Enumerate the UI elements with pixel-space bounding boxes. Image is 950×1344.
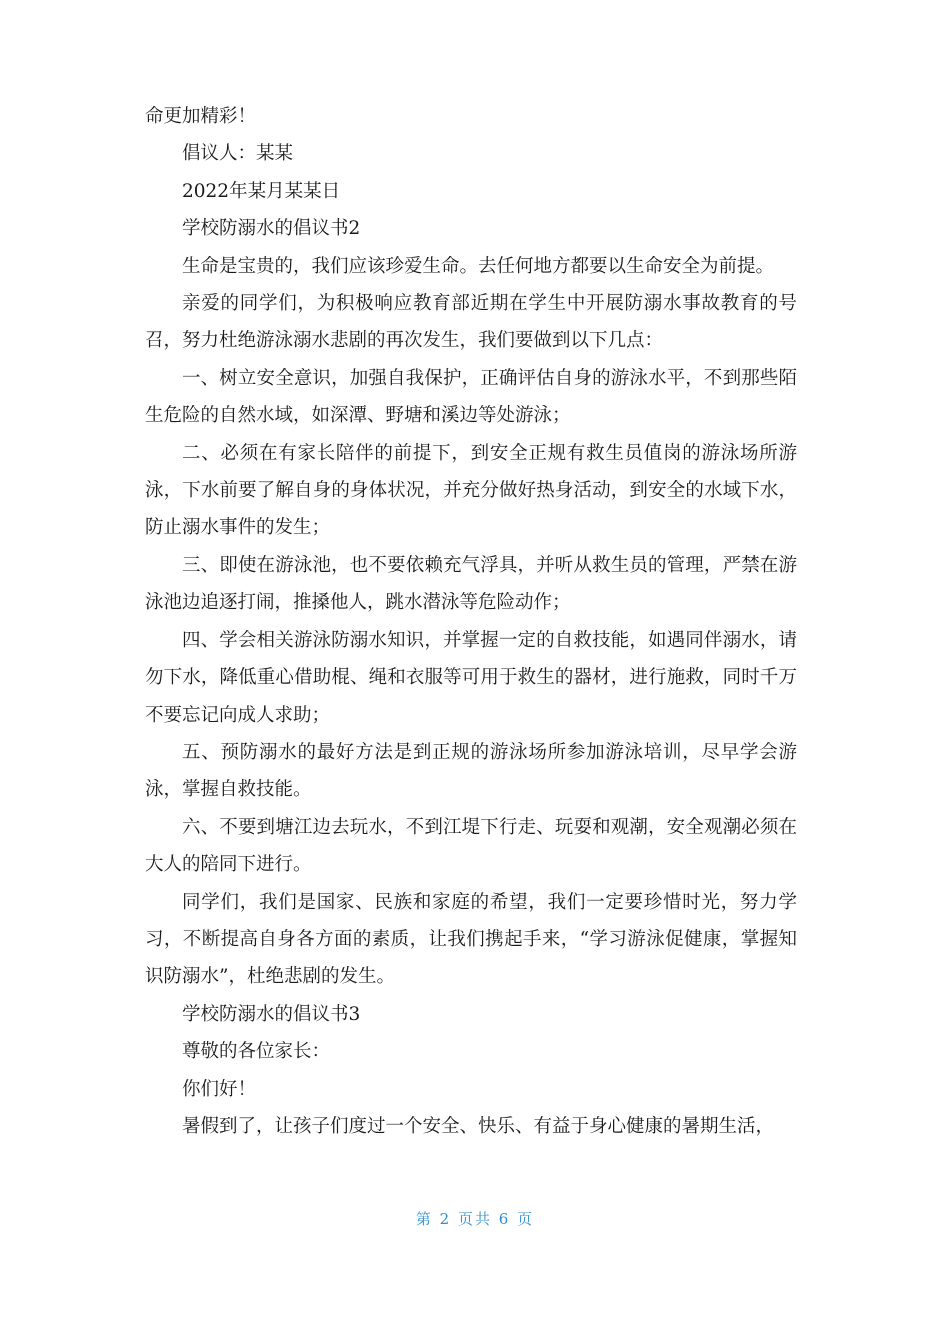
paragraph: 一、树立安全意识，加强自我保护，正确评估自身的游泳水平，不到那些陌生危险的自然水域，如深潭、野塘和溪边等处游泳；	[145, 367, 797, 427]
paragraph: 尊敬的各位家长：	[182, 1041, 331, 1063]
document-body	[145, 98, 797, 1145]
section-heading: 学校防溺水的倡议书2	[182, 218, 361, 240]
paragraph: 五、预防溺水的最好方法是到正规的游泳场所参加游泳培训，尽早学会游泳，掌握自救技能。	[145, 741, 797, 801]
paragraph: 倡议人：某某	[182, 143, 294, 165]
paragraph: 四、学会相关游泳防溺水知识，并掌握一定的自救技能，如遇同伴溺水，请勿下水，降低重心借助棍、绳和衣服等可用于救生的器材，进行施救，同时千万不要忘记向成人求助；	[145, 629, 797, 726]
paragraph: 二、必须在有家长陪伴的前提下，到安全正规有救生员值岗的游泳场所游泳，下水前要了解自身的身体状况，并充分做好热身活动，到安全的水域下水，防止溺水事件的发生；	[145, 442, 797, 539]
paragraph: 同学们，我们是国家、民族和家庭的希望，我们一定要珍惜时光，努力学习，不断提高自身各方面的素质，让我们携起手来，“学习游泳促健康，掌握知识防溺水”，杜绝悲剧的发生。	[145, 891, 797, 988]
paragraph: 生命是宝贵的，我们应该珍爱生命。去任何地方都要以生命安全为前提。	[182, 255, 775, 277]
section-heading: 学校防溺水的倡议书3	[182, 1003, 361, 1025]
paragraph: 你们好！	[182, 1078, 257, 1100]
paragraph: 六、不要到塘江边去玩水，不到江堤下行走、玩耍和观潮，安全观潮必须在大人的陪同下进行。	[145, 816, 797, 876]
page-number-footer: 第 2 页共 6 页	[415, 1210, 535, 1228]
paragraph: 亲爱的同学们，为积极响应教育部近期在学生中开展防溺水事故教育的号召，努力杜绝游泳溺水悲剧的再次发生，我们要做到以下几点：	[145, 293, 797, 352]
paragraph: 命更加精彩！	[145, 106, 257, 127]
paragraph: 2022年某月某某日	[182, 180, 341, 202]
paragraph: 暑假到了，让孩子们度过一个安全、快乐、有益于身心健康的暑期生活，	[182, 1115, 775, 1137]
paragraph: 三、即使在游泳池，也不要依赖充气浮具，并听从救生员的管理，严禁在游泳池边追逐打闹，推搡他人，跳水潜泳等危险动作；	[145, 554, 797, 614]
